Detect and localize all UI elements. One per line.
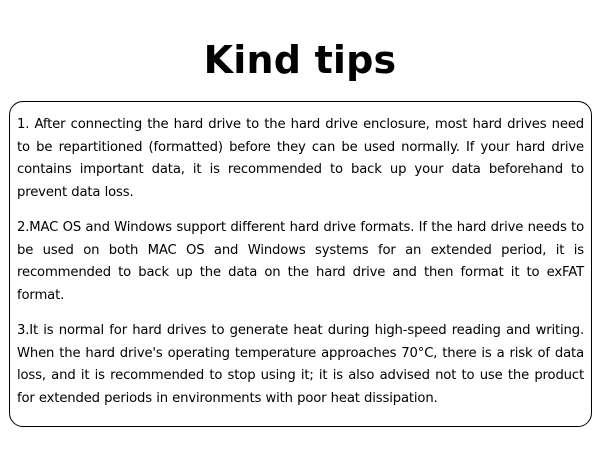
tip-2-text: 2.MAC OS and Windows support different hard drive formats. If the hard drive needs to be used on both MAC OS and Windows systems for an extended period, it is recommended to back up the data on the hard drive and then format it to exFAT format.: [17, 220, 584, 303]
tips-panel: [9, 101, 592, 427]
tip-3-text: 3.It is normal for hard drives to generate heat during high-speed reading and writing. When the hard drive's operating temperature approaches 70°C, there is a risk of data loss, and it is recommended to stop using it; it is also advised not to use the product for extended periods in environments with poor heat dissipation.: [17, 323, 584, 406]
page-title: Kind tips: [203, 38, 397, 82]
tip-1-text: 1. After connecting the hard drive to the hard drive enclosure, most hard drives need to be repartitioned (formatted) before they can be used normally. If your hard drive contains important data, it is recommended to back up your data beforehand to prevent data loss.: [17, 117, 584, 200]
